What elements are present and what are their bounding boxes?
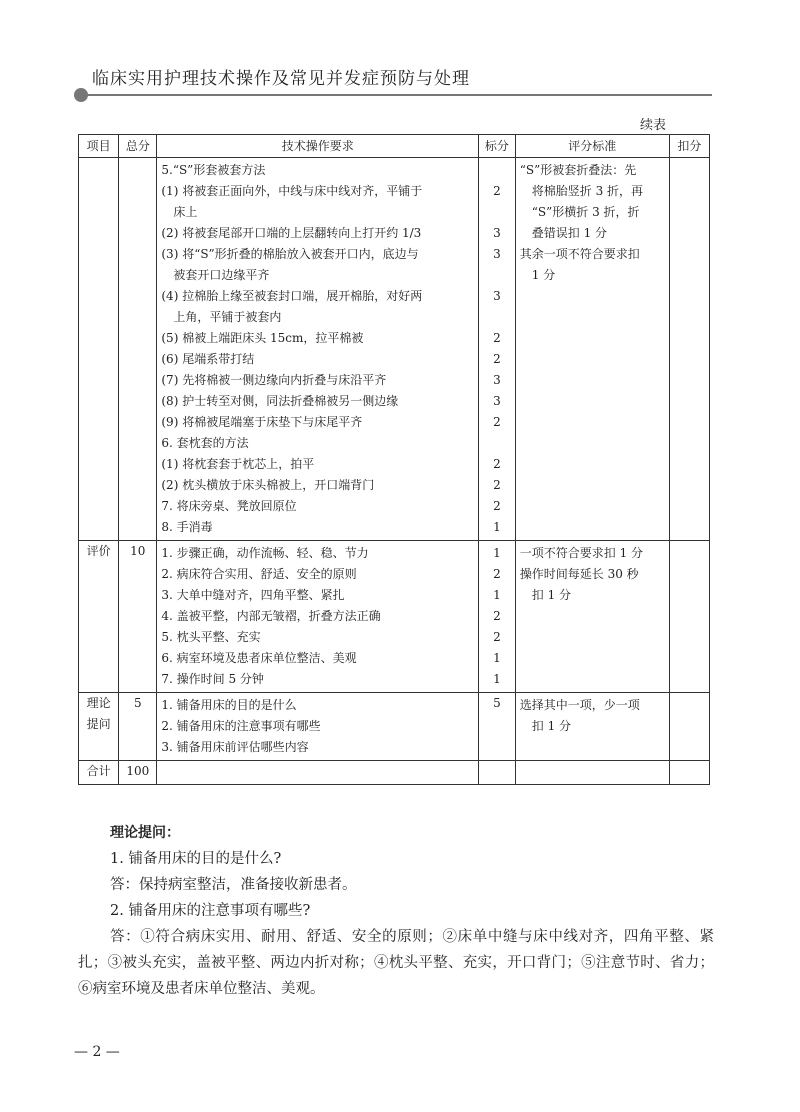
score-value: 2 bbox=[493, 415, 501, 429]
total-empty-cell bbox=[669, 761, 709, 785]
requirement-line: (5) 棉被上端距床头 15cm，拉平棉被 bbox=[161, 331, 364, 345]
qa-question-1: 1. 铺备用床的目的是什么? bbox=[110, 851, 282, 867]
procedure-deduct-cell bbox=[669, 158, 709, 541]
criteria-line: 一项不符合要求扣 1 分 bbox=[519, 546, 644, 560]
total-value: 100 bbox=[119, 761, 157, 785]
qa-answer-2: 答：①符合病床实用、耐用、舒适、安全的原则；②床单中缝与床中线对齐，四角平整、紧扎；③被头充实，盖被平整、两边内折对称；④枕头平整、充实，开口背门；⑤注意节时、省力；⑥病室环境及患者床单位整洁、美观。 bbox=[78, 929, 714, 997]
requirement-line: (1) 将枕套套于枕芯上，拍平 bbox=[161, 457, 315, 471]
evaluation-item: 评价 bbox=[79, 541, 119, 693]
header-item: 项目 bbox=[79, 135, 119, 158]
book-title: 临床实用护理技术操作及常见并发症预防与处理 bbox=[92, 69, 470, 89]
criteria-line: 1 分 bbox=[531, 268, 556, 282]
requirement-line: (7) 先将棉被一侧边缘向内折叠与床沿平齐 bbox=[161, 373, 387, 387]
score-value: 1 bbox=[493, 672, 501, 686]
requirement-line: 1. 步骤正确，动作流畅、轻、稳、节力 bbox=[161, 546, 369, 560]
criteria-line: 其余一项不符合要求扣 bbox=[519, 247, 640, 261]
qa-answer-1: 答：保持病室整洁，准备接收新患者。 bbox=[110, 877, 357, 893]
theory-score: 5 bbox=[479, 693, 516, 761]
table-row-procedure bbox=[79, 158, 710, 541]
header-requirements: 技术操作要求 bbox=[157, 135, 479, 158]
requirement-line: 上角，平铺于被套内 bbox=[173, 310, 282, 324]
score-value: 2 bbox=[493, 457, 501, 471]
table-row-theory bbox=[79, 693, 710, 761]
score-value bbox=[483, 265, 511, 286]
score-value: 1 bbox=[493, 651, 501, 665]
requirement-line: 被套开口边缘平齐 bbox=[173, 268, 270, 282]
total-empty-cell bbox=[479, 761, 516, 785]
table-header-row bbox=[79, 135, 710, 158]
requirement-line: 5. 枕头平整、充实 bbox=[161, 630, 261, 644]
header-deduct: 扣分 bbox=[669, 135, 709, 158]
requirement-line: 3. 铺备用床前评估哪些内容 bbox=[161, 740, 309, 754]
header-total: 总分 bbox=[119, 135, 157, 158]
score-value: 1 bbox=[493, 588, 501, 602]
criteria-line: 叠错误扣 1 分 bbox=[531, 226, 608, 240]
criteria-line: 扣 1 分 bbox=[531, 719, 572, 733]
requirement-line: (2) 枕头横放于床头棉被上，开口端背门 bbox=[161, 478, 375, 492]
theory-total: 5 bbox=[119, 693, 157, 761]
procedure-criteria-cell bbox=[515, 158, 669, 541]
header-score: 标分 bbox=[479, 135, 516, 158]
theory-criteria-cell bbox=[515, 693, 669, 761]
qa-title: 理论提问： bbox=[110, 825, 180, 841]
total-empty-cell bbox=[157, 761, 479, 785]
theory-deduct-cell bbox=[669, 693, 709, 761]
qa-section bbox=[78, 820, 714, 1002]
score-value: 2 bbox=[493, 609, 501, 623]
requirement-line: 7. 将床旁桌、凳放回原位 bbox=[161, 499, 297, 513]
score-value: 3 bbox=[493, 247, 501, 261]
score-value bbox=[483, 307, 511, 328]
criteria-line: 将棉胎竖折 3 折，再 bbox=[531, 184, 644, 198]
theory-requirements-cell bbox=[157, 693, 479, 761]
evaluation-total: 10 bbox=[119, 541, 157, 693]
evaluation-criteria-cell bbox=[515, 541, 669, 693]
score-value: 3 bbox=[493, 373, 501, 387]
score-value: 1 bbox=[493, 520, 501, 534]
requirement-line: 床上 bbox=[173, 205, 198, 219]
score-value: 3 bbox=[493, 289, 501, 303]
requirement-line: 6. 病室环境及患者床单位整洁、美观 bbox=[161, 651, 357, 665]
requirement-line: 2. 铺备用床的注意事项有哪些 bbox=[161, 719, 321, 733]
requirement-line: (6) 尾端系带打结 bbox=[161, 352, 255, 366]
criteria-line: 扣 1 分 bbox=[531, 588, 572, 602]
procedure-item-cell bbox=[79, 158, 119, 541]
score-value: 2 bbox=[493, 567, 501, 581]
total-label: 合计 bbox=[79, 761, 119, 785]
requirement-line: (4) 拉棉胎上缘至被套封口端，展开棉胎，对好两 bbox=[161, 289, 423, 303]
score-value bbox=[483, 202, 511, 223]
score-value: 2 bbox=[493, 184, 501, 198]
qa-question-2: 2. 铺备用床的注意事项有哪些? bbox=[110, 903, 311, 919]
procedure-total-cell bbox=[119, 158, 157, 541]
score-value: 3 bbox=[493, 226, 501, 240]
requirement-line: (2) 将被套尾部开口端的上层翻转向上打开约 1/3 bbox=[161, 226, 422, 240]
criteria-line: “S”形被套折叠法：先 bbox=[519, 163, 637, 177]
evaluation-deduct-cell bbox=[669, 541, 709, 693]
requirement-line: (1) 将被套正面向外，中线与床中线对齐，平铺于 bbox=[161, 184, 423, 198]
requirement-line: 7. 操作时间 5 分钟 bbox=[161, 672, 264, 686]
procedure-scores-cell bbox=[479, 158, 516, 541]
requirement-line: 3. 大单中缝对齐，四角平整、紧扎 bbox=[161, 588, 345, 602]
procedure-requirements-cell bbox=[157, 158, 479, 541]
theory-item-line1: 理论 bbox=[86, 696, 111, 710]
requirement-line: (3) 将“S”形折叠的棉胎放入被套开口内，底边与 bbox=[161, 247, 419, 261]
score-value: 2 bbox=[493, 352, 501, 366]
requirement-line: (8) 护士转至对侧，同法折叠棉被另一侧边缘 bbox=[161, 394, 399, 408]
requirement-line: 6. 套枕套的方法 bbox=[161, 436, 249, 450]
requirement-line: 5.“S”形套被套方法 bbox=[161, 163, 266, 177]
score-value bbox=[483, 433, 511, 454]
continued-label: 续表 bbox=[640, 118, 667, 133]
page-number: — 2 — bbox=[74, 1044, 120, 1060]
requirement-line: 4. 盖被平整，内部无皱褶，折叠方法正确 bbox=[161, 609, 381, 623]
requirement-line: 2. 病床符合实用、舒适、安全的原则 bbox=[161, 567, 357, 581]
score-value: 3 bbox=[493, 394, 501, 408]
requirement-line: 1. 铺备用床的目的是什么 bbox=[161, 698, 297, 712]
table-row-evaluation bbox=[79, 541, 710, 693]
criteria-line: 操作时间每延长 30 秒 bbox=[519, 567, 639, 581]
score-value: 2 bbox=[493, 478, 501, 492]
scoring-table bbox=[78, 134, 710, 785]
criteria-line: 选择其中一项，少一项 bbox=[519, 698, 640, 712]
evaluation-requirements-cell bbox=[157, 541, 479, 693]
score-value: 1 bbox=[493, 546, 501, 560]
table-row-total bbox=[79, 761, 710, 785]
criteria-line: “S”形横折 3 折，折 bbox=[531, 205, 640, 219]
requirement-line: (9) 将棉被尾端塞于床垫下与床尾平齐 bbox=[161, 415, 363, 429]
score-value: 2 bbox=[493, 499, 501, 513]
theory-item-cell bbox=[79, 693, 119, 761]
total-empty-cell bbox=[515, 761, 669, 785]
score-value: 2 bbox=[493, 331, 501, 345]
evaluation-scores-cell bbox=[479, 541, 516, 693]
requirement-line: 8. 手消毒 bbox=[161, 520, 213, 534]
header-rule bbox=[86, 94, 712, 96]
score-value: 2 bbox=[493, 630, 501, 644]
theory-item-line2: 提问 bbox=[86, 717, 111, 731]
score-value bbox=[483, 160, 511, 181]
header-criteria: 评分标准 bbox=[515, 135, 669, 158]
